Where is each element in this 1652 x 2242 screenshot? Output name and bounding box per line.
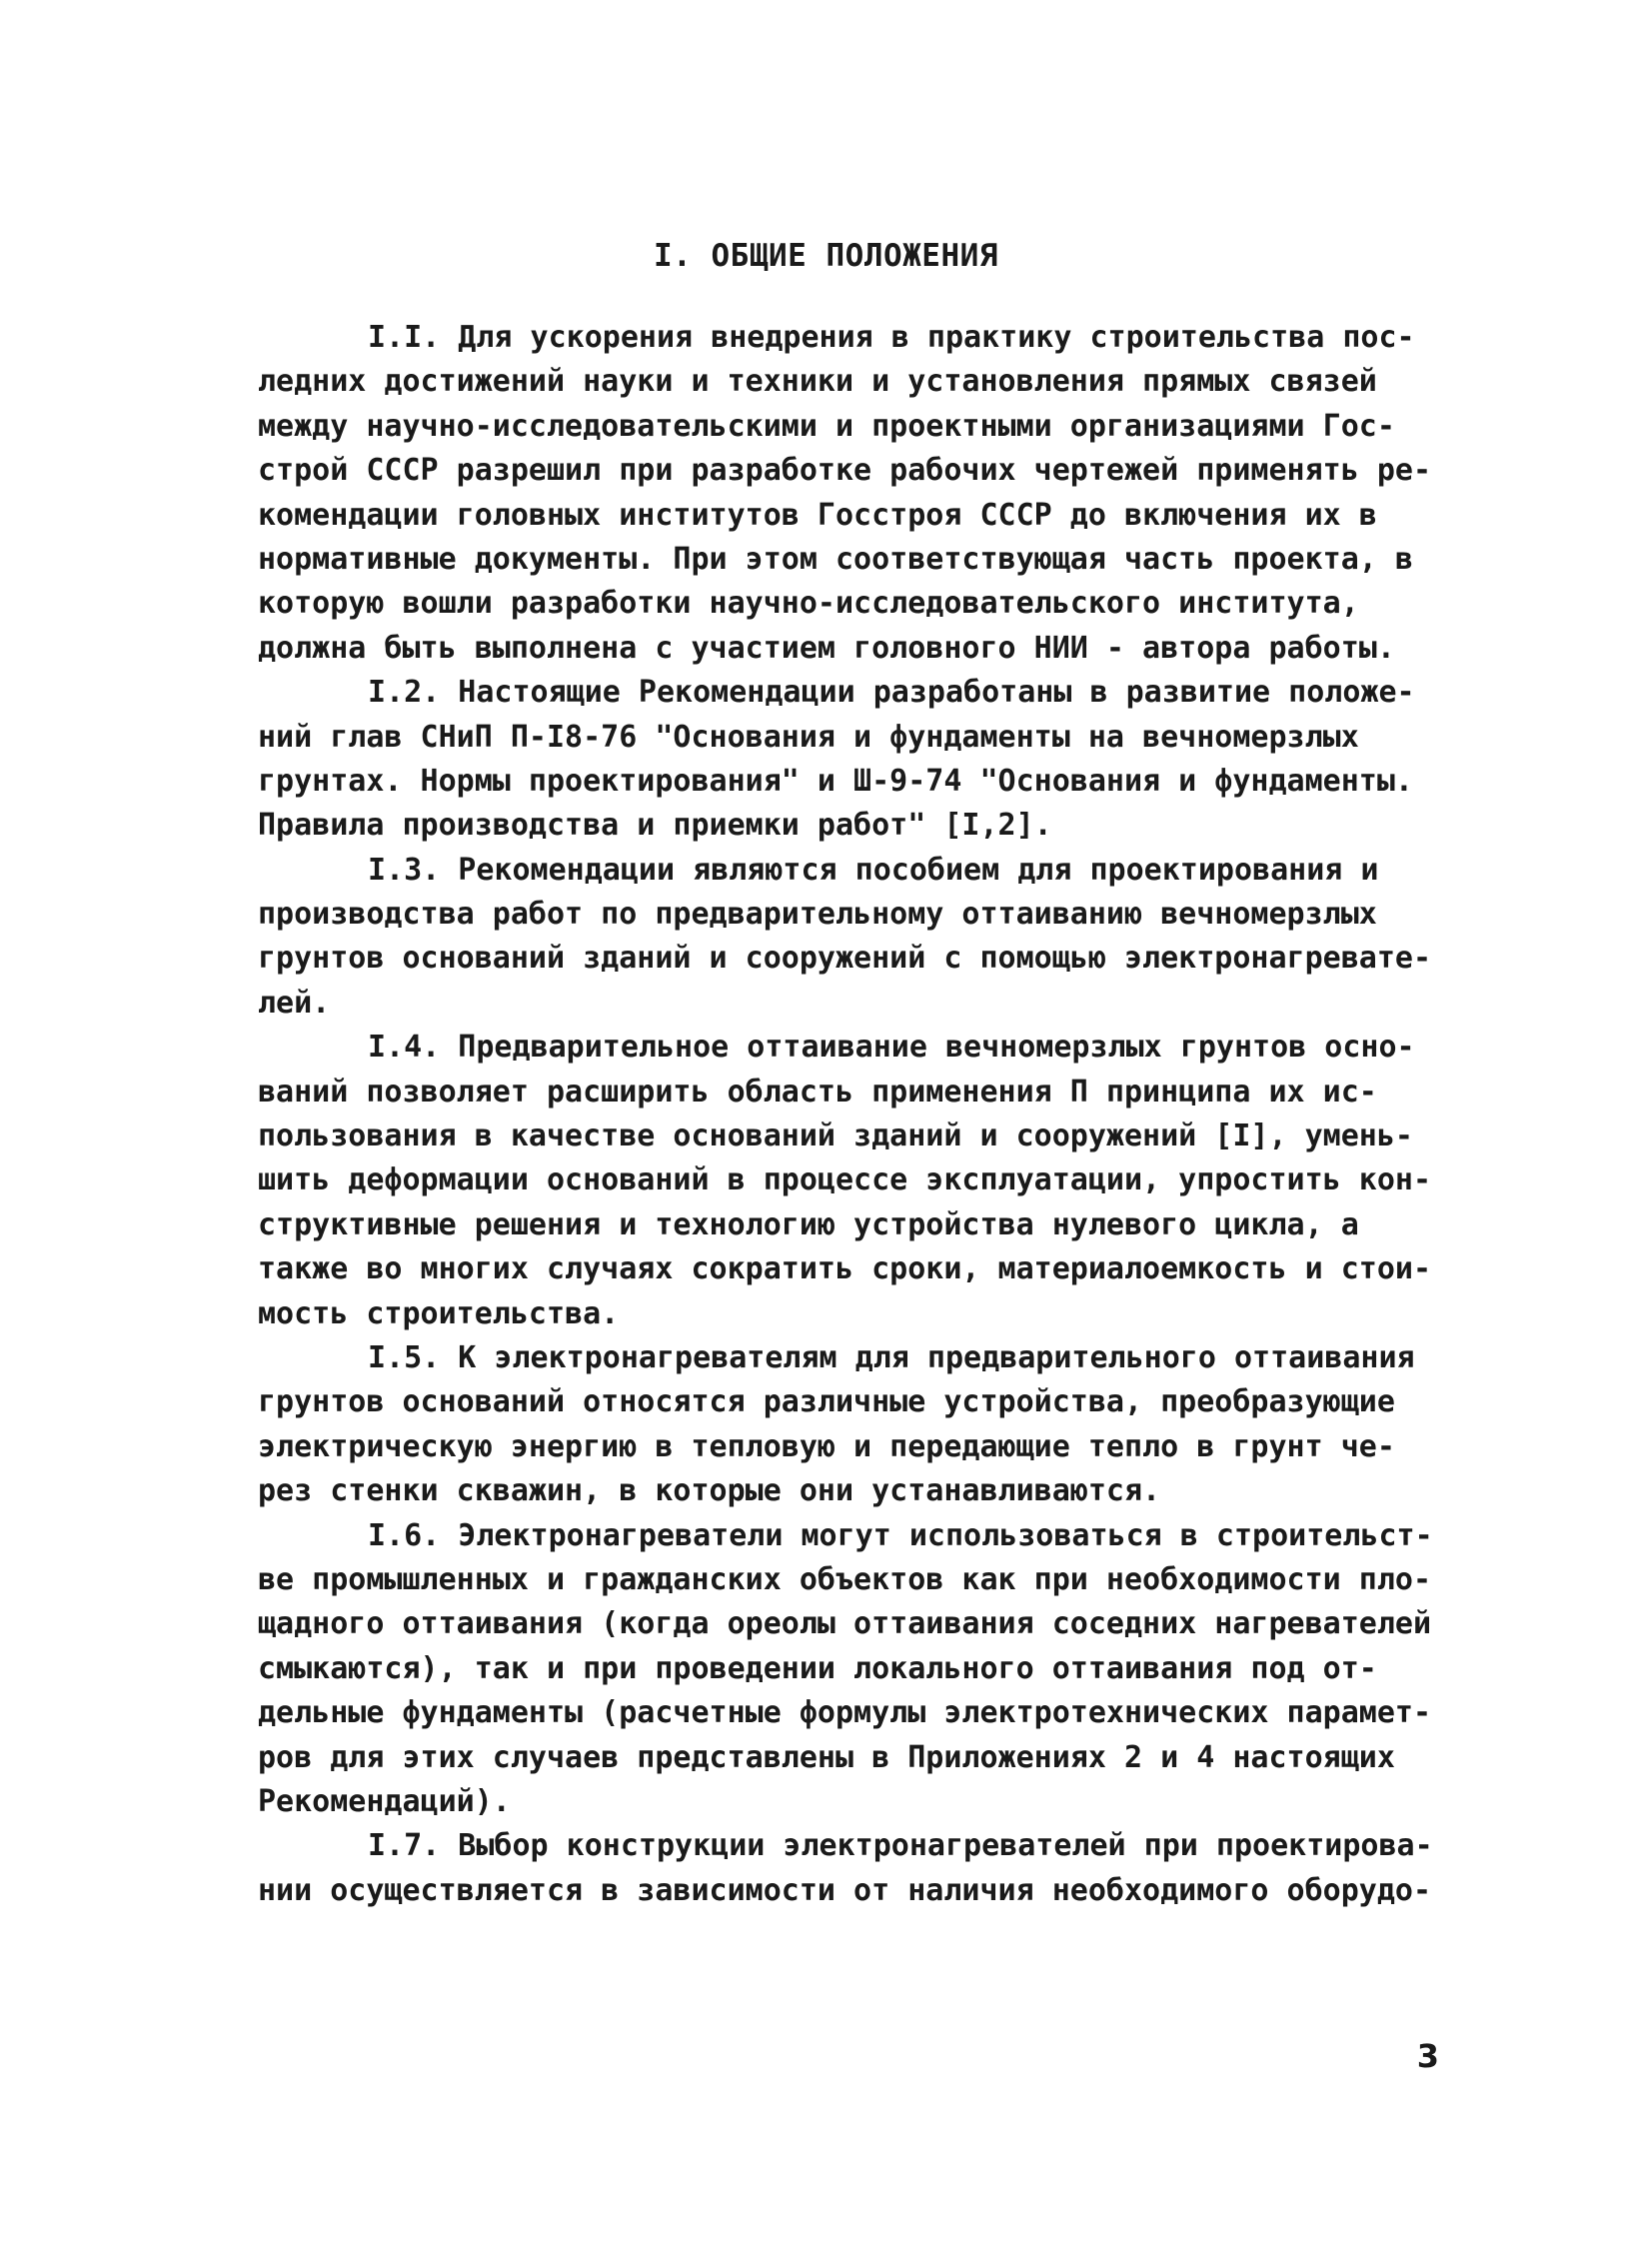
text-line: между научно-исследовательскими и проектными организациями Гос- xyxy=(258,408,1395,444)
text-line: ве промышленных и гражданских объектов как при необходимости пло- xyxy=(258,1561,1431,1597)
text-line: I.5. К электронагревателям для предварительного оттаивания xyxy=(368,1339,1415,1375)
text-line: строй СССР разрешил при разработке рабочих чертежей применять ре- xyxy=(258,453,1431,489)
page-number: 3 xyxy=(1416,2037,1439,2075)
section-heading: I. ОБЩИЕ ПОЛОЖЕНИЯ xyxy=(654,238,998,274)
text-line: ледних достижений науки и техники и установления прямых связей xyxy=(258,364,1377,400)
text-line: Рекомендаций). xyxy=(258,1783,511,1819)
text-line: I.I. Для ускорения внедрения в практику строительства пос- xyxy=(368,320,1415,355)
text-line: грунтах. Нормы проектирования" и Ш-9-74 "Основания и фундаменты. xyxy=(258,763,1413,799)
text-line: производства работ по предварительному оттаиванию вечномерзлых xyxy=(258,897,1377,933)
text-line: должна быть выполнена с участием головного НИИ - автора работы. xyxy=(258,630,1395,666)
text-line: I.7. Выбор конструкции электронагревателей при проектирова- xyxy=(368,1828,1433,1864)
text-line: грунтов оснований относятся различные устройства, преобразующие xyxy=(258,1384,1395,1420)
text-line: дельные фундаменты (расчетные формулы электротехнических парамет- xyxy=(258,1695,1431,1731)
body-text xyxy=(258,316,1437,1913)
text-line: шить деформации оснований в процессе эксплуатации, упростить кон- xyxy=(258,1162,1431,1198)
text-line: также во многих случаях сократить сроки, материалоемкость и стои- xyxy=(258,1251,1431,1287)
text-line: лей. xyxy=(258,985,331,1021)
text-line: I.4. Предварительное оттаивание вечномерзлых грунтов осно- xyxy=(368,1030,1415,1066)
text-line: электрическую энергию в тепловую и передающие тепло в грунт че- xyxy=(258,1428,1395,1464)
text-line: Правила производства и приемки работ" [I,2]. xyxy=(258,808,1052,844)
text-line: мость строительства. xyxy=(258,1295,620,1331)
text-line: смыкаются), так и при проведении локального оттаивания под от- xyxy=(258,1650,1377,1686)
text-line: структивные решения и технологию устройства нулевого цикла, а xyxy=(258,1206,1359,1242)
text-line: щадного оттаивания (когда ореолы оттаивания соседних нагревателей xyxy=(258,1606,1431,1642)
text-line: ний глав СНиП П-I8-76 "Основания и фундаменты на вечномерзлых xyxy=(258,719,1359,755)
text-line: которую вошли разработки научно-исследовательского института, xyxy=(258,586,1359,622)
text-line: I.2. Настоящие Рекомендации разработаны в развитие положе- xyxy=(368,675,1415,711)
text-line: комендации головных институтов Госстроя СССР до включения их в xyxy=(258,497,1377,533)
text-line: ваний позволяет расширить область применения П принципа их ис- xyxy=(258,1074,1377,1110)
text-line: нормативные документы. При этом соответствующая часть проекта, в xyxy=(258,541,1413,577)
text-line: рез стенки скважин, в которые они устанавливаются. xyxy=(258,1473,1161,1509)
text-line: I.3. Рекомендации являются пособием для проектирования и xyxy=(368,852,1379,888)
text-line: грунтов оснований зданий и сооружений с помощью электронагревате- xyxy=(258,941,1431,977)
text-line: пользования в качестве оснований зданий и сооружений [I], умень- xyxy=(258,1119,1413,1154)
text-line: ров для этих случаев представлены в Приложениях 2 и 4 настоящих xyxy=(258,1739,1395,1775)
text-line: I.6. Электронагреватели могут использоваться в строительст- xyxy=(368,1517,1433,1553)
text-line: нии осуществляется в зависимости от наличия необходимого оборудо- xyxy=(258,1872,1431,1908)
